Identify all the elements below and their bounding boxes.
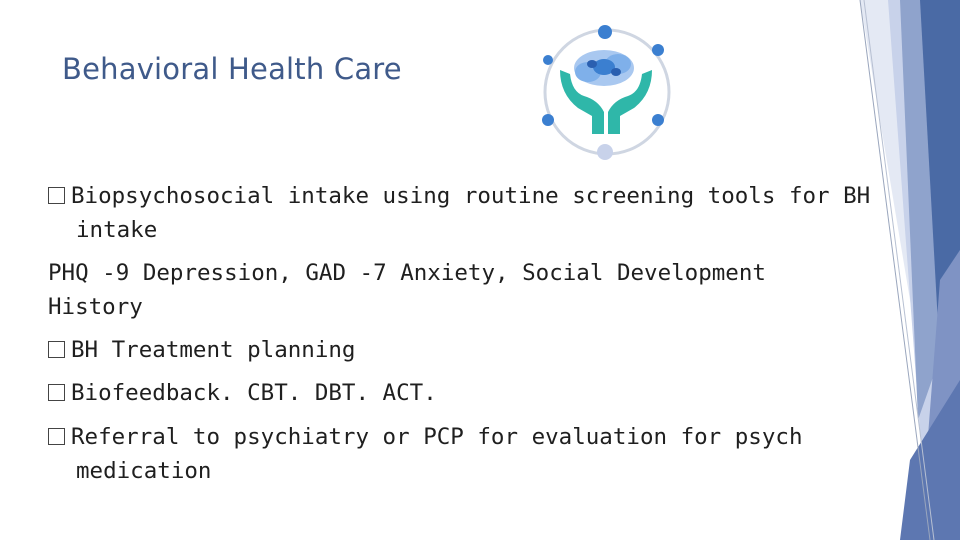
decorative-shapes <box>800 0 960 540</box>
checkbox-bullet-icon <box>48 428 65 445</box>
slide-title: Behavioral Health Care <box>62 52 402 86</box>
list-item: BH Treatment planning <box>48 333 355 367</box>
list-item-continuation: History <box>48 294 143 320</box>
list-item: Referral to psychiatry or PCP for evaluation for psych <box>48 420 803 454</box>
checkbox-bullet-icon <box>48 384 65 401</box>
list-item-continuation: intake <box>76 217 158 243</box>
checkbox-bullet-icon <box>48 187 65 204</box>
list-item: Biopsychosocial intake using routine screening tools for BH <box>48 179 870 213</box>
list-item: PHQ -9 Depression, GAD -7 Anxiety, Social Development <box>48 260 766 286</box>
list-item-continuation: medication <box>76 458 212 484</box>
list-item: Biofeedback. CBT. DBT. ACT. <box>48 376 437 410</box>
checkbox-bullet-icon <box>48 341 65 358</box>
